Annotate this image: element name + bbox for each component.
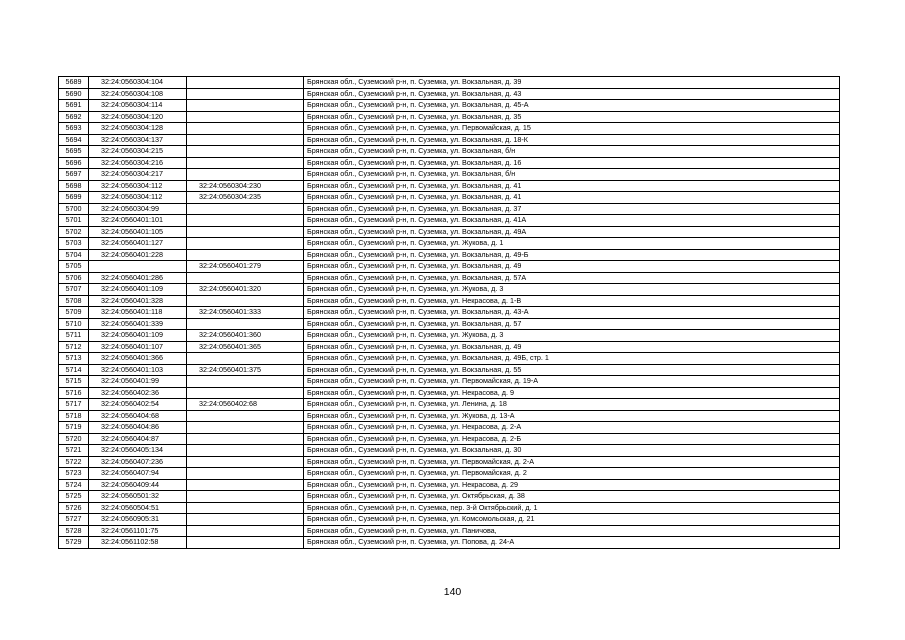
address-cell: Брянская обл., Суземский р-н, п. Суземка, ул. Октябрьская, д. 38	[304, 491, 840, 503]
second-cadastral-number-cell	[187, 203, 304, 215]
address-cell: Брянская обл., Суземский р-н, п. Суземка, ул. Жукова, д. 1	[304, 238, 840, 250]
second-cadastral-number-cell	[187, 456, 304, 468]
table-row	[59, 192, 840, 204]
row-number-cell: 5727	[59, 514, 89, 526]
row-number-cell: 5714	[59, 364, 89, 376]
address-cell: Брянская обл., Суземский р-н, п. Суземка, ул. Вокзальная, д. 16	[304, 157, 840, 169]
row-number-cell: 5707	[59, 284, 89, 296]
table-row	[59, 215, 840, 227]
second-cadastral-number-cell	[187, 468, 304, 480]
second-cadastral-number-cell	[187, 123, 304, 135]
row-number-cell: 5692	[59, 111, 89, 123]
cadastral-number-cell: 32:24:0560304:120	[89, 111, 187, 123]
table-row	[59, 525, 840, 537]
address-cell: Брянская обл., Суземский р-н, п. Суземка, ул. Вокзальная, д. 49	[304, 341, 840, 353]
row-number-cell: 5724	[59, 479, 89, 491]
table-row	[59, 134, 840, 146]
cadastral-number-cell: 32:24:0560504:51	[89, 502, 187, 514]
cadastral-number-cell: 32:24:0560402:54	[89, 399, 187, 411]
second-cadastral-number-cell	[187, 77, 304, 89]
second-cadastral-number-cell	[187, 226, 304, 238]
table-row	[59, 479, 840, 491]
cadastral-number-cell: 32:24:0560405:134	[89, 445, 187, 457]
row-number-cell: 5713	[59, 353, 89, 365]
table-row	[59, 341, 840, 353]
table-row	[59, 123, 840, 135]
cadastral-number-cell: 32:24:0560401:328	[89, 295, 187, 307]
cadastral-number-cell: 32:24:0560401:339	[89, 318, 187, 330]
address-cell: Брянская обл., Суземский р-н, п. Суземка, ул. Вокзальная, б/н	[304, 169, 840, 181]
row-number-cell: 5728	[59, 525, 89, 537]
row-number-cell: 5725	[59, 491, 89, 503]
second-cadastral-number-cell	[187, 169, 304, 181]
row-number-cell: 5700	[59, 203, 89, 215]
second-cadastral-number-cell	[187, 514, 304, 526]
cadastral-number-cell: 32:24:0560401:127	[89, 238, 187, 250]
address-cell: Брянская обл., Суземский р-н, п. Суземка, ул. Вокзальная, д. 49А	[304, 226, 840, 238]
cadastral-number-cell: 32:24:0560304:99	[89, 203, 187, 215]
table-row	[59, 376, 840, 388]
cadastral-number-cell: 32:24:0560501:32	[89, 491, 187, 503]
address-cell: Брянская обл., Суземский р-н, п. Суземка, ул. Вокзальная, б/н	[304, 146, 840, 158]
address-cell: Брянская обл., Суземский р-н, п. Суземка, ул. Вокзальная, д. 55	[304, 364, 840, 376]
second-cadastral-number-cell	[187, 353, 304, 365]
row-number-cell: 5710	[59, 318, 89, 330]
row-number-cell: 5697	[59, 169, 89, 181]
table-row	[59, 422, 840, 434]
second-cadastral-number-cell	[187, 491, 304, 503]
second-cadastral-number-cell: 32:24:0560401:360	[187, 330, 304, 342]
address-cell: Брянская обл., Суземский р-н, п. Суземка, ул. Вокзальная, д. 41	[304, 180, 840, 192]
address-cell: Брянская обл., Суземский р-н, п. Суземка, ул. Жукова, д. 13-А	[304, 410, 840, 422]
cadastral-number-cell: 32:24:0560401:103	[89, 364, 187, 376]
row-number-cell: 5719	[59, 422, 89, 434]
address-cell: Брянская обл., Суземский р-н, п. Суземка, ул. Вокзальная, д. 49	[304, 261, 840, 273]
cadastral-number-cell: 32:24:0560401:101	[89, 215, 187, 227]
cadastral-number-cell: 32:24:0560402:36	[89, 387, 187, 399]
second-cadastral-number-cell	[187, 479, 304, 491]
table-row	[59, 387, 840, 399]
address-cell: Брянская обл., Суземский р-н, п. Суземка, ул. Вокзальная, д. 39	[304, 77, 840, 89]
cadastral-number-cell: 32:24:0560905:31	[89, 514, 187, 526]
row-number-cell: 5690	[59, 88, 89, 100]
table-row	[59, 399, 840, 411]
table-row	[59, 295, 840, 307]
row-number-cell: 5693	[59, 123, 89, 135]
second-cadastral-number-cell: 32:24:0560304:230	[187, 180, 304, 192]
second-cadastral-number-cell	[187, 410, 304, 422]
address-cell: Брянская обл., Суземский р-н, п. Суземка, ул. Вокзальная, д. 49-Б	[304, 249, 840, 261]
cadastral-number-cell: 32:24:0560304:112	[89, 180, 187, 192]
address-cell: Брянская обл., Суземский р-н, п. Суземка, пер. 3-й Октябрьский, д. 1	[304, 502, 840, 514]
row-number-cell: 5718	[59, 410, 89, 422]
table-row	[59, 468, 840, 480]
second-cadastral-number-cell	[187, 157, 304, 169]
row-number-cell: 5723	[59, 468, 89, 480]
row-number-cell: 5708	[59, 295, 89, 307]
table-row	[59, 238, 840, 250]
table-row	[59, 514, 840, 526]
row-number-cell: 5702	[59, 226, 89, 238]
second-cadastral-number-cell	[187, 215, 304, 227]
cadastral-number-cell: 32:24:0560401:109	[89, 330, 187, 342]
address-cell: Брянская обл., Суземский р-н, п. Суземка, ул. Вокзальная, д. 49Б, стр. 1	[304, 353, 840, 365]
table-row	[59, 111, 840, 123]
cadastral-number-cell: 32:24:0560304:217	[89, 169, 187, 181]
second-cadastral-number-cell: 32:24:0560401:365	[187, 341, 304, 353]
second-cadastral-number-cell	[187, 422, 304, 434]
second-cadastral-number-cell: 32:24:0560401:279	[187, 261, 304, 273]
table-row	[59, 180, 840, 192]
cadastral-number-cell: 32:24:0560401:366	[89, 353, 187, 365]
table-row	[59, 307, 840, 319]
row-number-cell: 5699	[59, 192, 89, 204]
cadastral-table	[58, 76, 840, 549]
cadastral-number-cell: 32:24:0560304:216	[89, 157, 187, 169]
row-number-cell: 5691	[59, 100, 89, 112]
row-number-cell: 5698	[59, 180, 89, 192]
second-cadastral-number-cell	[187, 537, 304, 549]
address-cell: Брянская обл., Суземский р-н, п. Суземка, ул. Вокзальная, д. 43	[304, 88, 840, 100]
table-row	[59, 491, 840, 503]
second-cadastral-number-cell	[187, 445, 304, 457]
second-cadastral-number-cell	[187, 433, 304, 445]
address-cell: Брянская обл., Суземский р-н, п. Суземка, ул. Жукова, д. 3	[304, 284, 840, 296]
address-cell: Брянская обл., Суземский р-н, п. Суземка, ул. Некрасова, д. 29	[304, 479, 840, 491]
cadastral-number-cell: 32:24:0560304:137	[89, 134, 187, 146]
second-cadastral-number-cell: 32:24:0560401:320	[187, 284, 304, 296]
row-number-cell: 5695	[59, 146, 89, 158]
second-cadastral-number-cell	[187, 502, 304, 514]
row-number-cell: 5709	[59, 307, 89, 319]
address-cell: Брянская обл., Суземский р-н, п. Суземка, ул. Паничова,	[304, 525, 840, 537]
table-row	[59, 203, 840, 215]
table-row	[59, 88, 840, 100]
row-number-cell: 5694	[59, 134, 89, 146]
table-row	[59, 456, 840, 468]
address-cell: Брянская обл., Суземский р-н, п. Суземка, ул. Вокзальная, д. 57А	[304, 272, 840, 284]
cadastral-number-cell: 32:24:0560407:94	[89, 468, 187, 480]
row-number-cell: 5726	[59, 502, 89, 514]
row-number-cell: 5703	[59, 238, 89, 250]
row-number-cell: 5704	[59, 249, 89, 261]
second-cadastral-number-cell	[187, 146, 304, 158]
cadastral-number-cell: 32:24:0560407:236	[89, 456, 187, 468]
table-row	[59, 261, 840, 273]
second-cadastral-number-cell	[187, 272, 304, 284]
address-cell: Брянская обл., Суземский р-н, п. Суземка, ул. Первомайская, д. 2-А	[304, 456, 840, 468]
page-number: 140	[443, 586, 462, 598]
address-cell: Брянская обл., Суземский р-н, п. Суземка, ул. Некрасова, д. 2-Б	[304, 433, 840, 445]
address-cell: Брянская обл., Суземский р-н, п. Суземка, ул. Вокзальная, д. 35	[304, 111, 840, 123]
second-cadastral-number-cell: 32:24:0560401:333	[187, 307, 304, 319]
table-row	[59, 410, 840, 422]
address-cell: Брянская обл., Суземский р-н, п. Суземка, ул. Вокзальная, д. 41	[304, 192, 840, 204]
address-cell: Брянская обл., Суземский р-н, п. Суземка, ул. Жукова, д. 3	[304, 330, 840, 342]
address-cell: Брянская обл., Суземский р-н, п. Суземка, ул. Вокзальная, д. 37	[304, 203, 840, 215]
row-number-cell: 5721	[59, 445, 89, 457]
second-cadastral-number-cell	[187, 525, 304, 537]
row-number-cell: 5715	[59, 376, 89, 388]
cadastral-number-cell: 32:24:0560404:68	[89, 410, 187, 422]
second-cadastral-number-cell	[187, 318, 304, 330]
address-cell: Брянская обл., Суземский р-н, п. Суземка, ул. Попова, д. 24-А	[304, 537, 840, 549]
address-cell: Брянская обл., Суземский р-н, п. Суземка, ул. Комсомольская, д. 21	[304, 514, 840, 526]
second-cadastral-number-cell	[187, 387, 304, 399]
table-body	[59, 77, 840, 549]
address-cell: Брянская обл., Суземский р-н, п. Суземка, ул. Ленина, д. 18	[304, 399, 840, 411]
second-cadastral-number-cell	[187, 238, 304, 250]
row-number-cell: 5720	[59, 433, 89, 445]
row-number-cell: 5716	[59, 387, 89, 399]
cadastral-number-cell: 32:24:0560401:99	[89, 376, 187, 388]
cadastral-number-cell: 32:24:0560304:108	[89, 88, 187, 100]
table-row	[59, 537, 840, 549]
table-row	[59, 100, 840, 112]
cadastral-number-cell: 32:24:0561101:75	[89, 525, 187, 537]
table-row	[59, 502, 840, 514]
address-cell: Брянская обл., Суземский р-н, п. Суземка, ул. Вокзальная, д. 43-А	[304, 307, 840, 319]
table-row	[59, 77, 840, 89]
cadastral-number-cell: 32:24:0560401:228	[89, 249, 187, 261]
second-cadastral-number-cell	[187, 249, 304, 261]
second-cadastral-number-cell	[187, 295, 304, 307]
table-row	[59, 445, 840, 457]
address-cell: Брянская обл., Суземский р-н, п. Суземка, ул. Некрасова, д. 9	[304, 387, 840, 399]
address-cell: Брянская обл., Суземский р-н, п. Суземка, ул. Некрасова, д. 1-В	[304, 295, 840, 307]
address-cell: Брянская обл., Суземский р-н, п. Суземка, ул. Вокзальная, д. 18-К	[304, 134, 840, 146]
second-cadastral-number-cell	[187, 376, 304, 388]
table-row	[59, 157, 840, 169]
cadastral-number-cell: 32:24:0560404:87	[89, 433, 187, 445]
address-cell: Брянская обл., Суземский р-н, п. Суземка, ул. Вокзальная, д. 30	[304, 445, 840, 457]
row-number-cell: 5689	[59, 77, 89, 89]
table-row	[59, 249, 840, 261]
cadastral-number-cell: 32:24:0560401:109	[89, 284, 187, 296]
second-cadastral-number-cell: 32:24:0560304:235	[187, 192, 304, 204]
cadastral-number-cell: 32:24:0560304:114	[89, 100, 187, 112]
row-number-cell: 5696	[59, 157, 89, 169]
cadastral-number-cell: 32:24:0560401:107	[89, 341, 187, 353]
row-number-cell: 5722	[59, 456, 89, 468]
address-cell: Брянская обл., Суземский р-н, п. Суземка, ул. Первомайская, д. 2	[304, 468, 840, 480]
row-number-cell: 5701	[59, 215, 89, 227]
row-number-cell: 5705	[59, 261, 89, 273]
row-number-cell: 5706	[59, 272, 89, 284]
table-row	[59, 433, 840, 445]
cadastral-number-cell: 32:24:0560404:86	[89, 422, 187, 434]
row-number-cell: 5711	[59, 330, 89, 342]
cadastral-number-cell	[89, 261, 187, 273]
table-row	[59, 169, 840, 181]
row-number-cell: 5717	[59, 399, 89, 411]
table-row	[59, 353, 840, 365]
cadastral-number-cell: 32:24:0560401:118	[89, 307, 187, 319]
row-number-cell: 5729	[59, 537, 89, 549]
cadastral-number-cell: 32:24:0560401:105	[89, 226, 187, 238]
table-row	[59, 146, 840, 158]
table-row	[59, 330, 840, 342]
cadastral-number-cell: 32:24:0560304:104	[89, 77, 187, 89]
address-cell: Брянская обл., Суземский р-н, п. Суземка, ул. Вокзальная, д. 45-А	[304, 100, 840, 112]
cadastral-number-cell: 32:24:0560409:44	[89, 479, 187, 491]
second-cadastral-number-cell: 32:24:0560402:68	[187, 399, 304, 411]
second-cadastral-number-cell	[187, 134, 304, 146]
cadastral-number-cell: 32:24:0560304:128	[89, 123, 187, 135]
table-row	[59, 272, 840, 284]
cadastral-number-cell: 32:24:0560401:286	[89, 272, 187, 284]
cadastral-number-cell: 32:24:0560304:215	[89, 146, 187, 158]
address-cell: Брянская обл., Суземский р-н, п. Суземка, ул. Вокзальная, д. 41А	[304, 215, 840, 227]
second-cadastral-number-cell	[187, 111, 304, 123]
table-row	[59, 364, 840, 376]
address-cell: Брянская обл., Суземский р-н, п. Суземка, ул. Первомайская, д. 19-А	[304, 376, 840, 388]
address-cell: Брянская обл., Суземский р-н, п. Суземка, ул. Вокзальная, д. 57	[304, 318, 840, 330]
cadastral-number-cell: 32:24:0561102:58	[89, 537, 187, 549]
row-number-cell: 5712	[59, 341, 89, 353]
second-cadastral-number-cell	[187, 100, 304, 112]
table-row	[59, 226, 840, 238]
address-cell: Брянская обл., Суземский р-н, п. Суземка, ул. Первомайская, д. 15	[304, 123, 840, 135]
table-row	[59, 284, 840, 296]
second-cadastral-number-cell: 32:24:0560401:375	[187, 364, 304, 376]
second-cadastral-number-cell	[187, 88, 304, 100]
cadastral-number-cell: 32:24:0560304:112	[89, 192, 187, 204]
table-row	[59, 318, 840, 330]
address-cell: Брянская обл., Суземский р-н, п. Суземка, ул. Некрасова, д. 2-А	[304, 422, 840, 434]
